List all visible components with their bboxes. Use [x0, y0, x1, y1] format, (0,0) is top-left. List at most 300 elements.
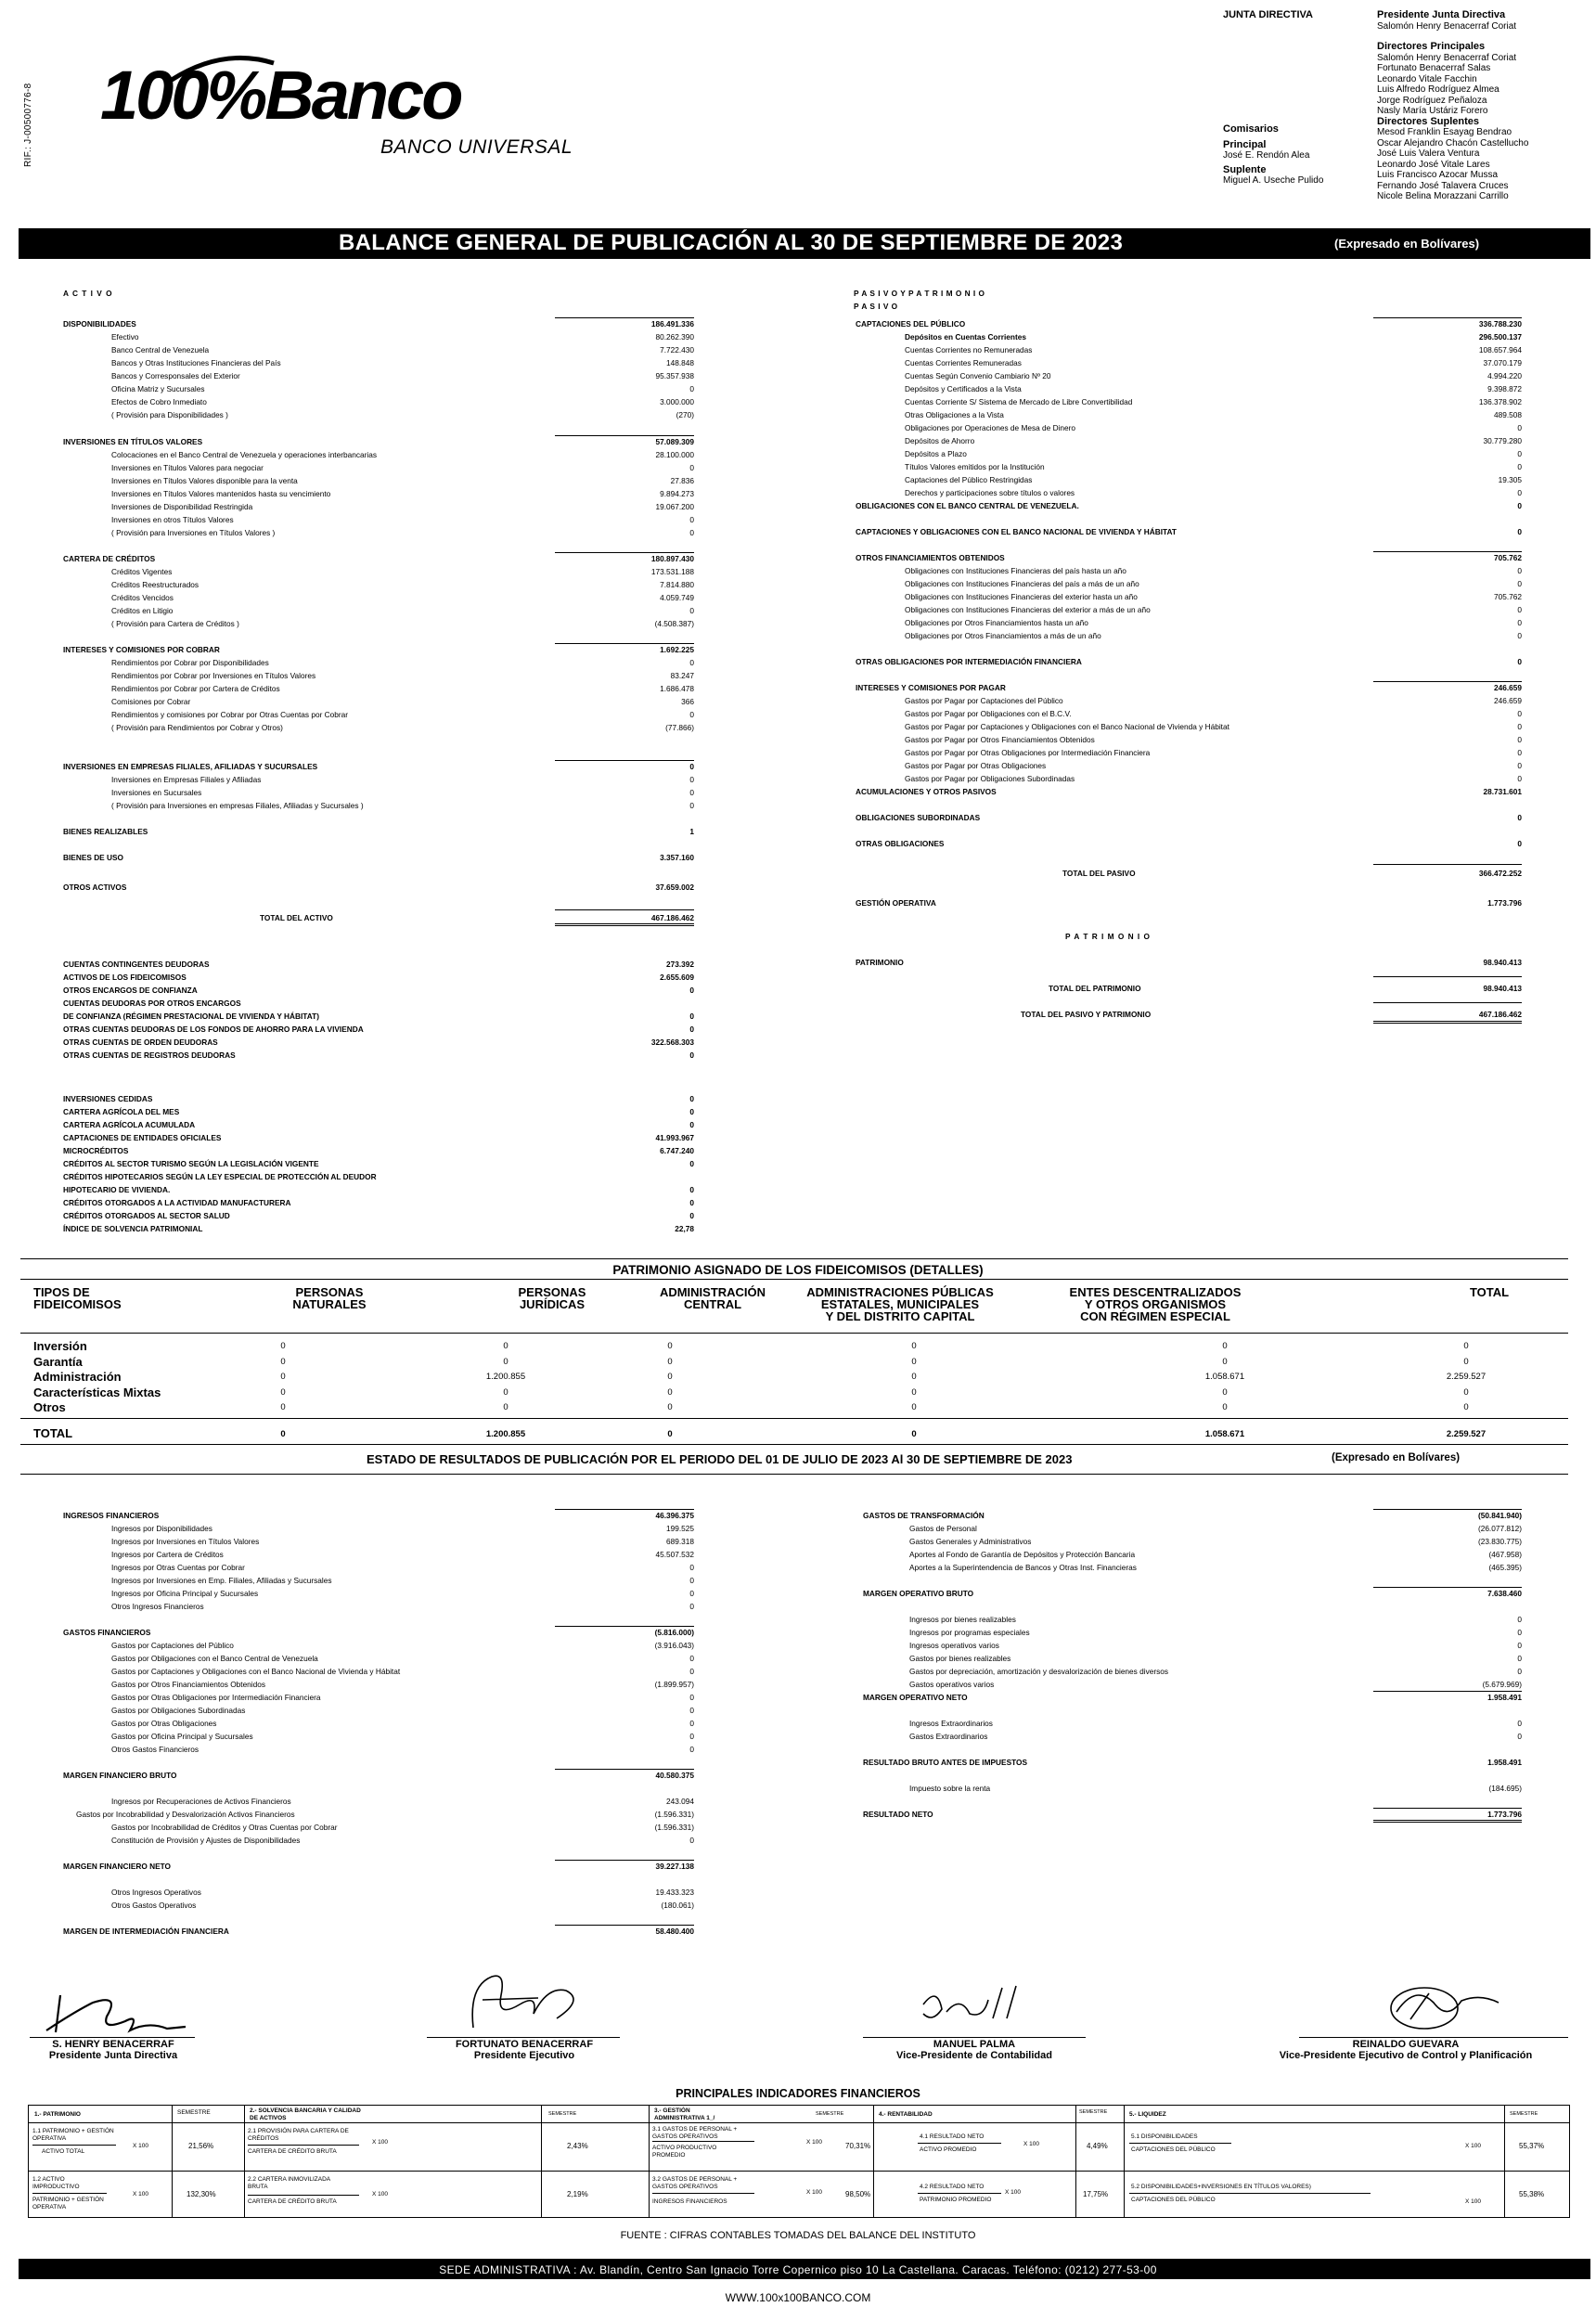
line-value: 0 [1517, 1641, 1522, 1650]
trust-top-rule [20, 1258, 1568, 1259]
line-label: Ingresos operativos varios [909, 1641, 999, 1650]
footer-sede: SEDE ADMINISTRATIVA : Av. Blandín, Centro San Ignacio Torre Copernico piso 10 La Castellana. Caracas. Teléfono: (0212) 277-53-00 [439, 2263, 1157, 2276]
activo-total-label: TOTAL DEL ACTIVO [260, 913, 333, 922]
signature-4-name: REINALDO GUEVARA [1352, 2039, 1460, 2050]
line-label: ( Provisión para Inversiones en Títulos Valores ) [111, 528, 276, 537]
suplente-label: Suplente [1223, 163, 1267, 175]
trust-total-cell: 0 [280, 1429, 286, 1439]
trust-cell: 0 [503, 1356, 508, 1367]
line-rule [1373, 317, 1522, 318]
line-value: 19.433.323 [655, 1888, 694, 1897]
trust-cell: 0 [1463, 1386, 1469, 1398]
line-value: 0 [689, 1576, 694, 1585]
line-value: 705.762 [1494, 592, 1522, 601]
memo-value: 273.392 [666, 960, 694, 969]
signature-4-block [1243, 2039, 1568, 2061]
ind-semestre-2: SEMESTRE [548, 2111, 577, 2117]
line-label: Obligaciones por Operaciones de Mesa de Dinero [905, 423, 1076, 432]
line-label: OTRAS OBLIGACIONES [856, 839, 945, 848]
line-label: Inversiones en Títulos Valores mantenidos hasta su vencimiento [111, 489, 331, 498]
line-value: 0 [1517, 1654, 1522, 1663]
total-pp-rule [1373, 1002, 1522, 1003]
line-label: ( Provisión para Cartera de Créditos ) [111, 619, 239, 628]
line-label: Ingresos por Otras Cuentas por Cobrar [111, 1563, 245, 1572]
ind-2-2-value: 2,19% [567, 2190, 588, 2198]
line-label: Cuentas Según Convenio Cambiario Nº 20 [905, 371, 1051, 380]
line-value: 0 [1517, 1615, 1522, 1624]
line-label: Gastos Extraordinarios [909, 1732, 988, 1741]
trust-cell: 0 [667, 1356, 673, 1367]
line-label: MARGEN DE INTERMEDIACIÓN FINANCIERA [63, 1927, 229, 1936]
line-value: 0 [1517, 1628, 1522, 1637]
trust-title-rule [20, 1279, 1568, 1280]
line-label: Inversiones en Sucursales [111, 788, 202, 797]
ind-3-2-denominator: INGRESOS FINANCIEROS [652, 2198, 727, 2205]
ind-1-2-denominator: PATRIMONIO + GESTIÓN OPERATIVA [32, 2197, 104, 2210]
dir-suplentes-list [1377, 127, 1528, 202]
memo-label: OTRAS CUENTAS DEUDORAS DE LOS FONDOS DE AHORRO PARA LA VIVIENDA [63, 1025, 364, 1034]
trust-cell: 0 [280, 1402, 286, 1412]
ind-2-1-value: 2,43% [567, 2142, 588, 2150]
trust-cell: 0 [911, 1372, 917, 1382]
ind-4-2-denominator: PATRIMONIO PROMEDIO [920, 2197, 992, 2203]
director-principal: Fortunato Benacerraf Salas [1377, 63, 1491, 73]
memo-label: OTROS ENCARGOS DE CONFIANZA [63, 986, 198, 995]
ind-5-2-value: 55,38% [1519, 2190, 1545, 2198]
line-value: 186.491.336 [650, 319, 694, 329]
results-title-rule [20, 1474, 1568, 1475]
line-label: INVERSIONES EN EMPRESAS FILIALES, AFILIADAS Y SUCURSALES [63, 762, 318, 771]
ind-2-1-denominator: CARTERA DE CRÉDITO BRUTA [248, 2148, 337, 2155]
trust-cell: 0 [1222, 1341, 1228, 1351]
line-value: 0 [1517, 1667, 1522, 1676]
trust-col-header: TOTAL [1469, 1285, 1510, 1299]
line-rule [555, 552, 694, 553]
memo-label: OTRAS CUENTAS DE REGISTROS DEUDORAS [63, 1050, 236, 1060]
trust-cell: 0 [280, 1372, 286, 1382]
activo-total-value: 467.186.462 [650, 913, 694, 922]
line-label: OTROS ACTIVOS [63, 883, 127, 892]
line-label: GASTOS DE TRANSFORMACIÓN [863, 1511, 985, 1520]
ind-5-1-denominator: CAPTACIONES DEL PÚBLICO [1131, 2146, 1216, 2153]
line-label: Inversiones en Títulos Valores para negociar [111, 463, 264, 472]
ind-4-1-denominator: ACTIVO PROMEDIO [920, 2146, 977, 2153]
line-value: 0 [689, 1745, 694, 1754]
trust-cell: 0 [911, 1341, 917, 1351]
director-suplente: José Luis Valera Ventura [1377, 148, 1480, 159]
line-label: Otros Gastos Operativos [111, 1901, 197, 1910]
patrimonio-header: P A T R I M O N I O [1065, 932, 1151, 941]
director-suplente: Mesod Franklin Esayag Bendrao [1377, 127, 1512, 137]
ind-2-2-numerator: 2.2 CARTERA INMOVILIZADA BRUTA [248, 2176, 330, 2190]
line-value: 0 [1517, 1732, 1522, 1741]
line-value: 0 [689, 528, 694, 537]
ind-5-2-denominator: CAPTACIONES DEL PÚBLICO [1131, 2197, 1216, 2203]
junta-label: JUNTA DIRECTIVA [1223, 9, 1313, 20]
line-value: 0 [689, 463, 694, 472]
line-label: Depósitos y Certificados a la Vista [905, 384, 1022, 393]
ind-1-2-x100: X 100 [133, 2191, 148, 2198]
ind-3-2-value: 98,50% [845, 2190, 871, 2198]
ind-semestre-5: SEMESTRE [1510, 2111, 1538, 2117]
line-value: 1.773.796 [1487, 1810, 1522, 1819]
line-label: Ingresos Extraordinarios [909, 1719, 993, 1728]
line-label: Gastos por Pagar por Captaciones del Público [905, 696, 1063, 705]
line-value: 0 [689, 1602, 694, 1611]
footer-web: WWW.100x100BANCO.COM [725, 2291, 871, 2304]
ind-1-2-value: 132,30% [187, 2190, 216, 2198]
line-value: (1.899.957) [654, 1680, 694, 1689]
memo-label: CUENTAS CONTINGENTES DEUDORAS [63, 960, 210, 969]
ind-patrimonio-header: 1.- PATRIMONIO [34, 2111, 81, 2118]
line-label: Gastos por Pagar por Obligaciones con el B.C.V. [905, 709, 1072, 718]
logo-wordmark: 100%Banco [100, 57, 461, 134]
memo-value: 22,78 [675, 1224, 694, 1233]
line-label: RESULTADO NETO [863, 1810, 933, 1819]
line-label: Rendimientos por Cobrar por Disponibilidades [111, 658, 269, 667]
line-label: Depósitos a Plazo [905, 449, 967, 458]
line-value: 0 [689, 762, 694, 771]
line-value: (467.958) [1488, 1550, 1522, 1559]
line-value: (5.679.969) [1482, 1680, 1522, 1689]
line-value: 39.227.138 [655, 1862, 694, 1871]
line-label: CAPTACIONES DEL PÚBLICO [856, 319, 966, 329]
patrimonio-rule [1373, 976, 1522, 977]
line-label: Obligaciones por Otros Financiamientos a más de un año [905, 631, 1101, 640]
line-rule [1373, 551, 1522, 552]
signature-1-line [30, 2037, 195, 2038]
memo-label: HIPOTECARIO DE VIVIENDA. [63, 1185, 171, 1194]
total-pp-label: TOTAL DEL PASIVO Y PATRIMONIO [1021, 1010, 1152, 1019]
indicators-title: PRINCIPALES INDICADORES FINANCIEROS [676, 2087, 920, 2100]
ind-2-2-x100: X 100 [372, 2191, 388, 2198]
memo-value: 2.655.609 [660, 973, 694, 982]
line-rule [555, 1626, 694, 1627]
trust-cell: 0 [667, 1372, 673, 1382]
line-value: 366 [681, 697, 694, 706]
ind-4-1-value: 4,49% [1087, 2142, 1108, 2150]
line-value: 7.814.880 [660, 580, 694, 589]
line-label: Gastos por Incobrabilidad y Desvalorización Activos Financieros [76, 1810, 295, 1819]
line-value: 28.731.601 [1483, 787, 1522, 796]
director-suplente: Luis Francisco Azocar Mussa [1377, 170, 1499, 180]
line-value: 0 [689, 1732, 694, 1741]
line-value: 4.994.220 [1487, 371, 1522, 380]
signature-1-block [20, 2039, 206, 2061]
line-value: 0 [689, 1719, 694, 1728]
line-label: Títulos Valores emitidos por la Institución [905, 462, 1045, 471]
line-label: Gastos por Captaciones y Obligaciones con el Banco Nacional de Vivienda y Hábitat [111, 1667, 401, 1676]
line-value: 0 [689, 801, 694, 810]
line-label: Gastos de Personal [909, 1524, 977, 1533]
line-value: 705.762 [1494, 553, 1522, 562]
trust-cell: 0 [911, 1386, 917, 1398]
line-value: 37.070.179 [1483, 358, 1522, 367]
ind-semestre-3: SEMESTRE [816, 2111, 844, 2117]
line-label: ( Provisión para Rendimientos por Cobrar y Otros) [111, 723, 283, 732]
line-label: BIENES REALIZABLES [63, 827, 148, 836]
line-label: Bancos y Corresponsales del Exterior [111, 371, 240, 380]
line-rule [555, 643, 694, 644]
line-label: Créditos en Litigio [111, 606, 174, 615]
line-value: 296.500.137 [1478, 332, 1522, 342]
activo-total-rule [555, 909, 694, 910]
total-pasivo-value: 366.472.252 [1478, 869, 1522, 878]
line-label: MARGEN OPERATIVO NETO [863, 1693, 968, 1702]
line-value: (465.395) [1488, 1563, 1522, 1572]
total-patrimonio-value: 98.940.413 [1483, 984, 1522, 993]
line-value: 0 [1517, 566, 1522, 575]
line-label: Ingresos por Oficina Principal y Sucursales [111, 1589, 259, 1598]
memo-value: 0 [689, 1050, 694, 1060]
trust-cell: 0 [1463, 1402, 1469, 1412]
memo-label: CRÉDITOS HIPOTECARIOS SEGÚN LA LEY ESPECIAL DE PROTECCIÓN AL DEUDOR [63, 1172, 377, 1181]
memo-value: 0 [689, 1025, 694, 1034]
line-label: Banco Central de Venezuela [111, 345, 210, 354]
trust-total-cell: 2.259.527 [1446, 1429, 1487, 1439]
line-label: Depósitos en Cuentas Corrientes [905, 332, 1026, 342]
trust-cell: 0 [667, 1402, 673, 1412]
trust-cell: 0 [667, 1341, 673, 1351]
trust-cell: 0 [503, 1402, 508, 1412]
presidente-label: Presidente Junta Directiva [1377, 9, 1506, 20]
line-label: Cuentas Corrientes no Remuneradas [905, 345, 1033, 354]
ind-1-2-numerator: 1.2 ACTIVO IMPRODUCTIVO [32, 2176, 80, 2190]
trust-cell: 0 [1222, 1356, 1228, 1367]
line-value: 0 [689, 1589, 694, 1598]
line-value: (26.077.812) [1477, 1524, 1522, 1533]
line-value: 336.788.230 [1478, 319, 1522, 329]
activo-header: A C T I V O [63, 289, 113, 298]
trust-total-cell: 1.200.855 [485, 1429, 526, 1439]
line-label: ACUMULACIONES Y OTROS PASIVOS [856, 787, 997, 796]
trust-cell: 1.200.855 [485, 1372, 526, 1382]
line-value: (270) [676, 410, 694, 419]
line-rule [555, 1769, 694, 1770]
line-label: MARGEN FINANCIERO BRUTO [63, 1771, 177, 1780]
ind-4-1-numerator: 4.1 RESULTADO NETO [920, 2133, 985, 2140]
trust-bottom-rule [20, 1444, 1568, 1445]
line-label: Ingresos por Recuperaciones de Activos Financieros [111, 1797, 291, 1806]
signature-2-icon [455, 1967, 594, 2037]
trust-title: PATRIMONIO ASIGNADO DE LOS FIDEICOMISOS (DETALLES) [612, 1263, 984, 1277]
line-label: Gastos por Incobrabilidad de Créditos y Otras Cuentas por Cobrar [111, 1823, 338, 1832]
dir-suplentes-label: Directores Suplentes [1377, 115, 1480, 127]
memo-label: CARTERA AGRÍCOLA ACUMULADA [63, 1120, 196, 1129]
line-value: 0 [689, 1563, 694, 1572]
logo-subtitle: BANCO UNIVERSAL [380, 136, 573, 158]
line-value: 95.357.938 [655, 371, 694, 380]
ind-2-2-denominator: CARTERA DE CRÉDITO BRUTA [248, 2198, 337, 2205]
memo-label: CRÉDITOS AL SECTOR TURISMO SEGÚN LA LEGISLACIÓN VIGENTE [63, 1159, 319, 1168]
line-value: 199.525 [666, 1524, 694, 1533]
line-value: 3.000.000 [660, 397, 694, 406]
ind-2-1-numerator: 2.1 PROVISIÓN PARA CARTERA DE CRÉDITOS [248, 2128, 349, 2142]
line-label: Obligaciones con Instituciones Financieras del exterior a más de un año [905, 605, 1151, 614]
trust-cell: 0 [280, 1356, 286, 1367]
signature-4-role: Vice-Presidente Ejecutivo de Control y Planificación [1279, 2050, 1533, 2061]
line-label: Gastos por depreciación, amortización y desvalorización de bienes diversos [909, 1667, 1169, 1676]
trust-cell: 0 [280, 1341, 286, 1351]
memo-value: 6.747.240 [660, 1146, 694, 1155]
line-value: 173.531.188 [650, 567, 694, 576]
line-value: 0 [1517, 839, 1522, 848]
trust-cell: 0 [280, 1386, 286, 1398]
memo-value: 322.568.303 [650, 1038, 694, 1047]
line-label: Efectos de Cobro Inmediato [111, 397, 207, 406]
line-rule [1373, 1587, 1522, 1588]
line-value: 80.262.390 [655, 332, 694, 342]
trust-col-header: PERSONAS NATURALES [292, 1285, 367, 1311]
line-rule [1373, 681, 1522, 682]
line-value: 46.396.375 [655, 1511, 694, 1520]
line-label: Gastos operativos varios [909, 1680, 995, 1689]
line-label: Efectivo [111, 332, 139, 342]
director-suplente: Fernando José Talavera Cruces [1377, 180, 1509, 191]
ind-3-1-numerator: 3.1 GASTOS DE PERSONAL + GASTOS OPERATIVOS [652, 2126, 738, 2140]
line-label: Inversiones de Disponibilidad Restringida [111, 502, 253, 511]
pasivo-header-2: P A S I V O [854, 302, 898, 311]
director-principal: Luis Alfredo Rodríguez Almea [1377, 84, 1499, 95]
signature-3-icon [905, 1977, 1044, 2037]
director-suplente: Oscar Alejandro Chacón Castellucho [1377, 137, 1529, 148]
line-label: Comisiones por Cobrar [111, 697, 191, 706]
line-label: OTRAS OBLIGACIONES POR INTERMEDIACIÓN FINANCIERA [856, 657, 1082, 666]
signature-1-role: Presidente Junta Directiva [48, 2050, 178, 2061]
line-label: Créditos Reestructurados [111, 580, 200, 589]
line-value: (5.816.000) [654, 1628, 694, 1637]
line-value: 4.059.749 [660, 593, 694, 602]
total-pasivo-label: TOTAL DEL PASIVO [1062, 869, 1136, 878]
line-label: RESULTADO BRUTO ANTES DE IMPUESTOS [863, 1758, 1028, 1767]
line-rule [555, 1860, 694, 1861]
board-right [1377, 10, 1528, 202]
comisarios-block [1223, 124, 1323, 187]
line-label: Bancos y Otras Instituciones Financieras del País [111, 358, 281, 367]
line-value: 0 [1517, 462, 1522, 471]
signature-1-icon [37, 1984, 195, 2042]
principal-label: Principal [1223, 138, 1267, 150]
trust-header-rule [20, 1333, 1568, 1334]
line-value: 28.100.000 [655, 450, 694, 459]
line-label: Cuentas Corrientes Remuneradas [905, 358, 1022, 367]
signature-4-icon [1359, 1975, 1508, 2038]
trust-cell: 1.058.671 [1204, 1372, 1245, 1382]
line-value: 83.247 [670, 671, 694, 680]
trust-total-cell: 0 [911, 1429, 917, 1439]
line-value: 0 [1517, 735, 1522, 744]
line-label: Inversiones en Títulos Valores disponible para la venta [111, 476, 298, 485]
patrimonio-label: PATRIMONIO [856, 958, 904, 967]
line-value: 37.659.002 [655, 883, 694, 892]
line-value: (77.866) [665, 723, 694, 732]
memo-label: DE CONFIANZA (RÉGIMEN PRESTACIONAL DE VIVIENDA Y HÁBITAT) [63, 1012, 319, 1021]
gestion-label: GESTIÓN OPERATIVA [856, 898, 936, 908]
line-value: 19.305 [1498, 475, 1522, 484]
signature-4-line [1299, 2037, 1568, 2038]
line-label: Gastos por Pagar por Otros Financiamientos Obtenidos [905, 735, 1095, 744]
line-value: 0 [1517, 527, 1522, 536]
line-label: Colocaciones en el Banco Central de Venezuela y operaciones interbancarias [111, 450, 377, 459]
trust-col-tipos: TIPOS DE FIDEICOMISOS [33, 1285, 122, 1311]
line-value: 0 [1517, 748, 1522, 757]
line-value: 0 [689, 1693, 694, 1702]
line-rule [555, 1925, 694, 1926]
memo-label: CAPTACIONES DE ENTIDADES OFICIALES [63, 1133, 222, 1142]
line-label: Obligaciones con Instituciones Financieras del país a más de un año [905, 579, 1139, 588]
line-label: Gastos por Oficina Principal y Sucursales [111, 1732, 253, 1741]
line-rule [1373, 1691, 1522, 1692]
director-principal: Salomón Henry Benacerraf Coriat [1377, 52, 1517, 63]
line-value: 40.580.375 [655, 1771, 694, 1780]
ind-5-1-numerator: 5.1 DISPONIBILIDADES [1131, 2133, 1198, 2140]
ind-3-1-denominator: ACTIVO PRODUCTIVO PROMEDIO [652, 2145, 717, 2159]
line-label: Gastos por Otras Obligaciones por Intermediación Financiera [111, 1693, 321, 1702]
trust-cell: 0 [911, 1402, 917, 1412]
indicators-table [28, 2105, 1570, 2218]
line-label: Oficina Matriz y Sucursales [111, 384, 205, 393]
total-pp-value: 467.186.462 [1478, 1010, 1522, 1019]
line-value: 0 [1517, 1719, 1522, 1728]
memo-label: OTRAS CUENTAS DE ORDEN DEUDORAS [63, 1038, 218, 1047]
trust-row-label: Características Mixtas [33, 1385, 161, 1399]
line-value: 246.659 [1494, 683, 1522, 692]
line-value: 1.958.491 [1487, 1693, 1522, 1702]
signature-1-name: S. HENRY BENACERRAF [52, 2039, 174, 2050]
line-label: Derechos y participaciones sobre títulos o valores [905, 488, 1075, 497]
memo-label: INVERSIONES CEDIDAS [63, 1094, 153, 1103]
line-value: 489.508 [1494, 410, 1522, 419]
line-value: 0 [689, 1654, 694, 1663]
line-value: 0 [1517, 657, 1522, 666]
line-value: 136.378.902 [1478, 397, 1522, 406]
ind-3-2-x100: X 100 [806, 2189, 822, 2196]
comisarios-label: Comisarios [1223, 123, 1279, 135]
line-label: Gastos por Pagar por Otras Obligaciones [905, 761, 1047, 770]
line-value: 0 [1517, 579, 1522, 588]
memo-value: 0 [689, 986, 694, 995]
line-value: 0 [689, 1667, 694, 1676]
ind-3-1-value: 70,31% [845, 2142, 871, 2150]
trust-row-label: Administración [33, 1370, 122, 1384]
ind-semestre-4: SEMESTRE [1079, 2109, 1108, 2115]
line-value: 7.722.430 [660, 345, 694, 354]
ind-3-2-numerator: 3.2 GASTOS DE PERSONAL + GASTOS OPERATIVOS [652, 2176, 738, 2190]
line-label: MARGEN FINANCIERO NETO [63, 1862, 172, 1871]
ind-liquidez-header: 5.- LIQUIDEZ [1129, 2111, 1166, 2118]
line-label: Créditos Vencidos [111, 593, 174, 602]
trust-col-header: ENTES DESCENTRALIZADOS Y OTROS ORGANISMOS CON RÉGIMEN ESPECIAL [1069, 1285, 1242, 1323]
line-label: Gastos por Obligaciones con el Banco Central de Venezuela [111, 1654, 318, 1663]
ind-5-1-x100: X 100 [1465, 2143, 1481, 2149]
line-value: (1.596.331) [654, 1810, 694, 1819]
ind-4-2-value: 17,75% [1083, 2190, 1109, 2198]
signature-3-block [854, 2039, 1095, 2061]
memo-value: 0 [689, 1107, 694, 1116]
line-value: 27.836 [670, 476, 694, 485]
line-label: Ingresos por Disponibilidades [111, 1524, 212, 1533]
signature-3-line [863, 2037, 1086, 2038]
ind-gestion-header: 3.- GESTIÓN ADMINISTRATIVA 1_/ [654, 2107, 715, 2121]
line-value: 0 [689, 515, 694, 524]
dir-principales-label: Directores Principales [1377, 41, 1486, 52]
line-label: Obligaciones con Instituciones Financieras del país hasta un año [905, 566, 1126, 575]
line-label: Otros Ingresos Operativos [111, 1888, 201, 1897]
line-label: Aportes a la Superintendencia de Bancos y Otras Inst. Financieras [909, 1563, 1137, 1572]
line-rule [555, 317, 694, 318]
line-label: Captaciones del Público Restringidas [905, 475, 1033, 484]
activo-total-double-rule [555, 923, 694, 926]
